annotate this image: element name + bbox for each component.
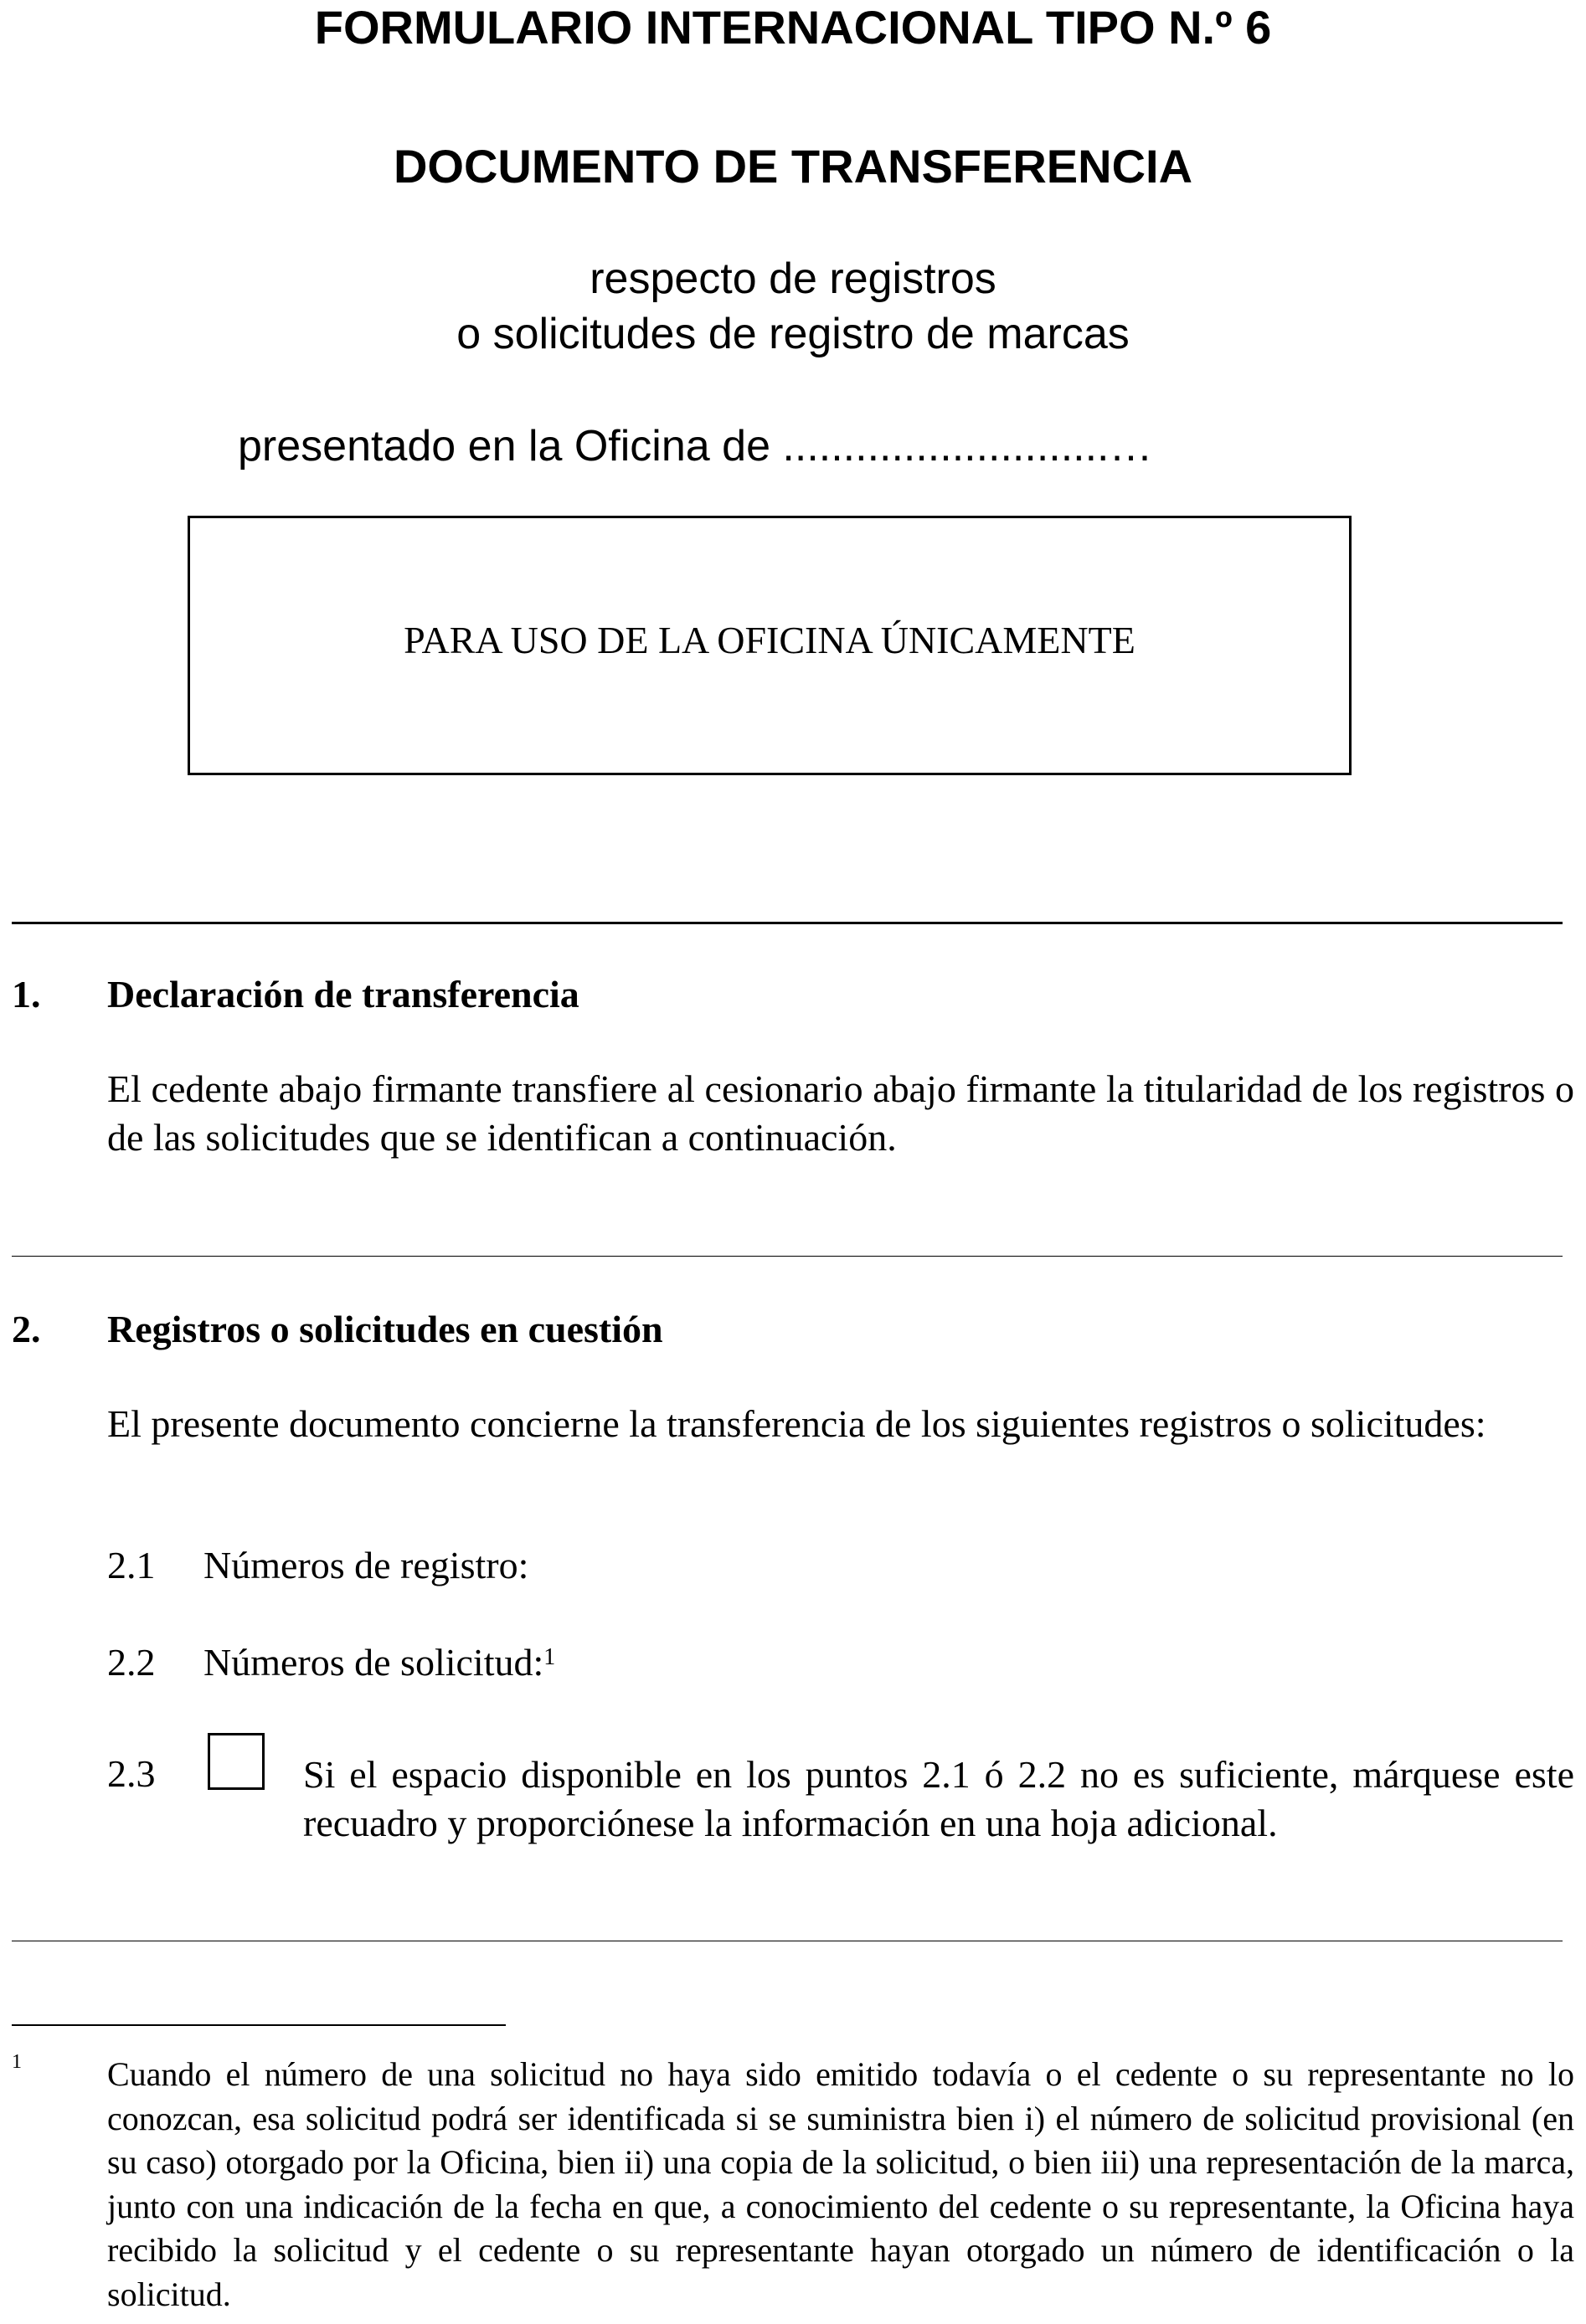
- section-1-number: 1.: [12, 973, 41, 1015]
- footnote-reference: 1: [543, 1644, 556, 1670]
- presented-at-office-line[interactable]: presentado en la Oficina de ...........................…: [238, 422, 1153, 470]
- section-2-body: El presente documento concierne la transferencia de los siguientes registros o solicitudes:: [107, 1402, 1486, 1445]
- section-1-body: El cedente abajo firmante transfiere al cesionario abajo firmante la titularidad de los registros o de las solicitudes que se identifican a continuación.: [107, 1067, 1574, 1159]
- section-2-title: Registros o solicitudes en cuestión: [107, 1308, 663, 1350]
- item-2-1-number: 2.1: [107, 1544, 156, 1586]
- registration-numbers-field[interactable]: Números de registro:: [203, 1544, 529, 1586]
- footnote-marker: 1: [12, 2051, 22, 2073]
- item-2-3-text: Si el espacio disponible en los puntos 2.1 ó 2.2 no es suficiente, márquese este recuadro y proporciónese la información en una hoja adicional.: [303, 1753, 1574, 1844]
- application-numbers-field[interactable]: [203, 1639, 555, 1686]
- footnote-separator: [12, 2024, 506, 2026]
- subtitle-line-2: o solicitudes de registro de marcas: [456, 310, 1130, 358]
- item-2-3-number: 2.3: [107, 1752, 156, 1795]
- section-1-title: Declaración de transferencia: [107, 973, 579, 1015]
- section-divider: [12, 1256, 1563, 1257]
- subtitle-line-1: respecto de registros: [590, 255, 996, 303]
- section-2-number: 2.: [12, 1308, 41, 1350]
- footnote-text: Cuando el número de una solicitud no haya sido emitido todavía o el cedente o su representante no lo conozcan, esa solicitud podrá ser identificada si se suministra bien i) el número de solicitud provisional (en su caso) otorgado por la Oficina, bien ii) una copia de la solicitud, o bien iii) una representación de la marca, junto con una indicación de la fecha en que, a conocimiento del cedente o su representante, la Oficina haya recibido la solicitud y el cedente o su representante hayan otorgado un número de identificación o la solicitud.: [107, 2055, 1574, 2313]
- office-use-box: [188, 516, 1352, 775]
- additional-sheet-checkbox[interactable]: [208, 1733, 265, 1790]
- office-use-label: PARA USO DE LA OFICINA ÚNICAMENTE: [404, 619, 1135, 661]
- document-title: DOCUMENTO DE TRANSFERENCIA: [393, 140, 1193, 193]
- application-numbers-label: Números de solicitud:: [203, 1641, 544, 1684]
- item-2-2-number: 2.2: [107, 1641, 156, 1684]
- section-divider: [12, 922, 1563, 924]
- document-subtitle: [0, 251, 1586, 362]
- form-title: FORMULARIO INTERNACIONAL TIPO N.º 6: [314, 1, 1272, 54]
